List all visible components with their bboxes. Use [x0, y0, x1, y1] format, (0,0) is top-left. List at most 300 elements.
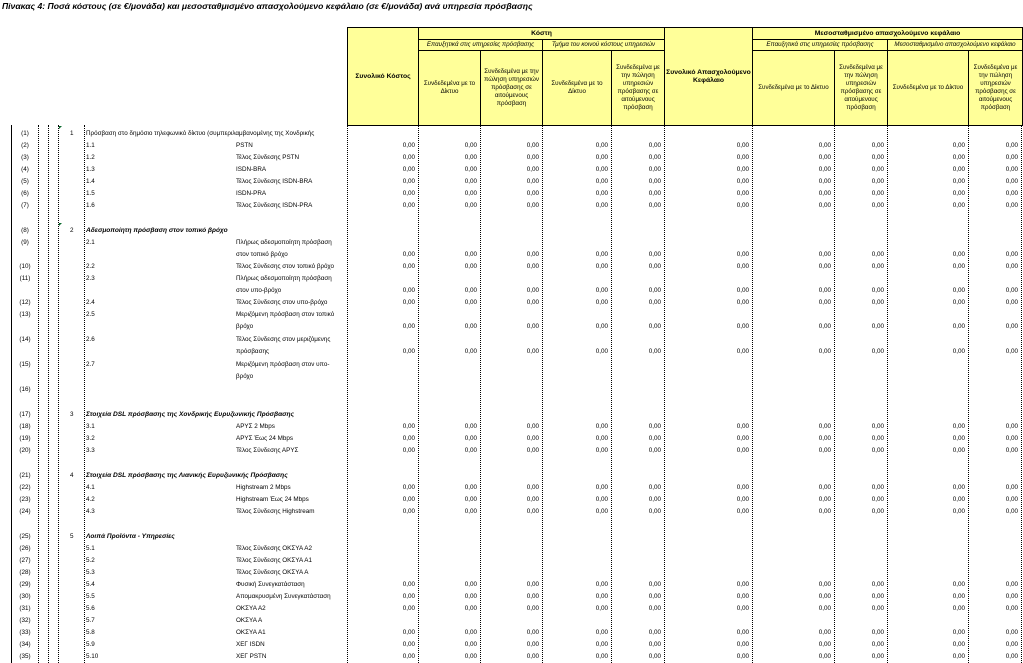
value-cell: 0,00 [402, 496, 415, 503]
value-cell: 0,00 [526, 251, 539, 258]
value-cell: 0,00 [818, 251, 831, 258]
value-cell: 0,00 [402, 202, 415, 209]
value-cell: 0,00 [818, 166, 831, 173]
table-row [0, 344, 1023, 356]
value-cell: 0,00 [402, 484, 415, 491]
value-cell: 0,00 [526, 263, 539, 270]
value-cell: 0,00 [818, 154, 831, 161]
item-name: Μεριζόμενη πρόσβαση στον τοπικό [236, 311, 335, 318]
value-cell: 0,00 [871, 251, 884, 258]
value-cell: 0,00 [526, 154, 539, 161]
value-cell: 0,00 [871, 348, 884, 355]
table-row [0, 186, 1023, 198]
row-number: (19) [19, 435, 31, 442]
value-cell: 0,00 [595, 496, 608, 503]
value-cell: 0,00 [526, 508, 539, 515]
item-code: 5.3 [86, 569, 95, 576]
value-cell: 0,00 [464, 166, 477, 173]
table-row [0, 332, 1023, 344]
value-cell: 0,00 [871, 323, 884, 330]
item-name: Highstream Έως 24 Mbps [236, 496, 309, 503]
value-cell: 0,00 [952, 178, 965, 185]
value-cell: 0,00 [871, 484, 884, 491]
value-cell: 0,00 [464, 142, 477, 149]
value-cell: 0,00 [952, 581, 965, 588]
value-cell: 0,00 [402, 287, 415, 294]
item-code: 5.7 [86, 617, 95, 624]
value-cell: 0,00 [818, 508, 831, 515]
value-cell: 0,00 [1005, 263, 1018, 270]
value-cell: 0,00 [526, 323, 539, 330]
item-name: στον υπο-βρόχο [236, 287, 282, 294]
value-cell: 0,00 [736, 323, 749, 330]
value-cell: 0,00 [464, 178, 477, 185]
value-cell: 0,00 [464, 154, 477, 161]
value-cell: 0,00 [464, 447, 477, 454]
item-name: ΑΡΥΣ 2 Mbps [236, 423, 275, 430]
row-number: (17) [19, 411, 31, 418]
value-cell: 0,00 [952, 190, 965, 197]
value-cell: 0,00 [648, 447, 661, 454]
value-cell: 0,00 [595, 508, 608, 515]
row-number: (11) [19, 275, 31, 282]
item-name: Μεριζόμενη πρόσβαση στον υπο- [236, 361, 330, 368]
value-cell: 0,00 [952, 508, 965, 515]
table-row [0, 150, 1023, 162]
value-cell: 0,00 [871, 287, 884, 294]
item-code: 4.1 [86, 484, 95, 491]
value-cell: 0,00 [1005, 508, 1018, 515]
value-cell: 0,00 [736, 641, 749, 648]
value-cell: 0,00 [1005, 653, 1018, 660]
item-name: ΧΕΓ ISDN [236, 641, 265, 648]
item-name: Τέλος Σύνδεσης PSTN [236, 154, 300, 161]
value-cell: 0,00 [871, 605, 884, 612]
value-cell: 0,00 [526, 435, 539, 442]
value-cell: 0,00 [464, 581, 477, 588]
section-number: 3 [70, 411, 74, 418]
value-cell: 0,00 [648, 190, 661, 197]
value-cell: 0,00 [871, 423, 884, 430]
value-cell: 0,00 [526, 202, 539, 209]
table-row [0, 649, 1023, 661]
value-cell: 0,00 [736, 435, 749, 442]
value-cell: 0,00 [595, 202, 608, 209]
table-row [0, 283, 1023, 295]
item-name: Τέλος Σύνδεσης στον μεριζόμενης [236, 336, 331, 343]
value-cell: 0,00 [736, 154, 749, 161]
header-col-sales3: Συνδεδεμένα με την πώληση υπηρεσιών πρόσβασης σε αιτούμενους πρόσβαση [834, 50, 888, 126]
table-row [0, 637, 1023, 649]
value-cell: 0,00 [402, 629, 415, 636]
value-cell: 0,00 [402, 299, 415, 306]
table-row [0, 565, 1023, 577]
value-cell: 0,00 [871, 299, 884, 306]
item-name: ΑΡΥΣ Έως 24 Mbps [236, 435, 294, 442]
header-col-sales4: Συνδεδεμένα με την πώληση υπηρεσιών πρόσβασης σε αιτούμενους πρόσβαση [968, 50, 1023, 126]
value-cell: 0,00 [648, 484, 661, 491]
value-cell: 0,00 [1005, 190, 1018, 197]
value-cell: 0,00 [736, 251, 749, 258]
table-row [0, 480, 1023, 492]
item-name: Φυσική Συνεγκατάσταση [236, 581, 305, 588]
value-cell: 0,00 [402, 166, 415, 173]
value-cell: 0,00 [871, 508, 884, 515]
item-name: Τέλος Σύνδεσης ΟΚΣΥΑ Α2 [236, 545, 312, 552]
value-cell: 0,00 [1005, 581, 1018, 588]
value-cell: 0,00 [952, 593, 965, 600]
value-cell: 0,00 [952, 154, 965, 161]
item-code: 2.4 [86, 299, 95, 306]
value-cell: 0,00 [1005, 154, 1018, 161]
value-cell: 0,00 [818, 287, 831, 294]
value-cell: 0,00 [526, 629, 539, 636]
item-name: βρόχο [236, 373, 254, 380]
value-cell: 0,00 [952, 348, 965, 355]
item-name: Τέλος Σύνδεσης στον τοπικό βρόχο [236, 263, 335, 270]
value-cell: 0,00 [871, 178, 884, 185]
item-code: 1.2 [86, 154, 95, 161]
item-code: 5.1 [86, 545, 95, 552]
table-row [0, 162, 1023, 174]
value-cell: 0,00 [871, 496, 884, 503]
header-costs-epam: Επαυξητικά στις υπηρεσίες πρόσβασης [418, 39, 543, 51]
value-cell: 0,00 [952, 263, 965, 270]
item-code: 1.1 [86, 142, 95, 149]
header-col-network4: Συνδεδεμένα με το Δίκτυο [887, 50, 969, 126]
item-code: 5.10 [86, 653, 99, 660]
value-cell: 0,00 [648, 202, 661, 209]
value-cell: 0,00 [952, 287, 965, 294]
value-cell: 0,00 [526, 581, 539, 588]
value-cell: 0,00 [648, 593, 661, 600]
value-cell: 0,00 [464, 323, 477, 330]
value-cell: 0,00 [464, 263, 477, 270]
item-name: Τέλος Σύνδεσης ΑΡΥΣ [236, 447, 299, 454]
row-number: (27) [19, 557, 31, 564]
value-cell: 0,00 [595, 581, 608, 588]
item-code: 2.5 [86, 311, 95, 318]
item-code: 1.4 [86, 178, 95, 185]
section-number: 2 [70, 227, 74, 234]
value-cell: 0,00 [526, 190, 539, 197]
section-number: 1 [70, 130, 74, 137]
item-code: 5.6 [86, 605, 95, 612]
table-row [0, 259, 1023, 271]
value-cell: 0,00 [402, 447, 415, 454]
item-name: ISDN-PRA [236, 190, 267, 197]
value-cell: 0,00 [736, 348, 749, 355]
table-row [0, 431, 1023, 443]
row-number: (3) [21, 154, 29, 161]
row-number: (13) [19, 311, 31, 318]
value-cell: 0,00 [595, 484, 608, 491]
value-cell: 0,00 [871, 593, 884, 600]
value-cell: 0,00 [952, 166, 965, 173]
section-label: Πρόσβαση στο δημόσιο τηλεφωνικό δίκτυο (συμπεριλαμβανομένης της Χονδρικής [86, 130, 315, 137]
value-cell: 0,00 [464, 605, 477, 612]
item-name: πρόσβασης [236, 348, 270, 355]
value-cell: 0,00 [648, 629, 661, 636]
value-cell: 0,00 [952, 299, 965, 306]
value-cell: 0,00 [871, 435, 884, 442]
value-cell: 0,00 [595, 653, 608, 660]
value-cell: 0,00 [526, 178, 539, 185]
row-number: (34) [19, 641, 31, 648]
table-row [0, 319, 1023, 331]
value-cell: 0,00 [595, 178, 608, 185]
value-cell: 0,00 [1005, 629, 1018, 636]
table-row [0, 577, 1023, 589]
header-col-sales: Συνδεδεμένα με την πώληση υπηρεσιών πρόσβασης σε αιτούμενους πρόσβαση [480, 50, 543, 126]
value-cell: 0,00 [402, 593, 415, 600]
item-name: ΟΚΣΥΑ Α1 [236, 629, 266, 636]
header-wacc: Μεσοσταθμισμένο απασχολούμενο κεφάλαιο [752, 27, 1023, 40]
value-cell: 0,00 [1005, 178, 1018, 185]
item-name: ISDN-BRA [236, 166, 267, 173]
value-cell: 0,00 [871, 166, 884, 173]
row-number: (24) [19, 508, 31, 515]
row-number: (28) [19, 569, 31, 576]
row-number: (15) [19, 361, 31, 368]
value-cell: 0,00 [818, 653, 831, 660]
item-code: 5.4 [86, 581, 95, 588]
section-number: 5 [70, 533, 74, 540]
table-row [0, 529, 1023, 541]
value-cell: 0,00 [1005, 484, 1018, 491]
value-cell: 0,00 [736, 593, 749, 600]
value-cell: 0,00 [402, 154, 415, 161]
value-cell: 0,00 [648, 166, 661, 173]
value-cell: 0,00 [402, 348, 415, 355]
value-cell: 0,00 [464, 299, 477, 306]
value-cell: 0,00 [648, 142, 661, 149]
value-cell: 0,00 [648, 299, 661, 306]
value-cell: 0,00 [648, 287, 661, 294]
item-code: 2.1 [86, 239, 95, 246]
item-name: ΟΚΣΥΑ Α [236, 617, 263, 624]
value-cell: 0,00 [818, 629, 831, 636]
item-code: 3.2 [86, 435, 95, 442]
item-name: Τέλος Σύνδεσης ISDN-BRA [236, 178, 313, 185]
value-cell: 0,00 [595, 299, 608, 306]
row-number: (5) [21, 178, 29, 185]
value-cell: 0,00 [402, 423, 415, 430]
value-cell: 0,00 [736, 605, 749, 612]
row-number: (26) [19, 545, 31, 552]
value-cell: 0,00 [595, 263, 608, 270]
header-col-network3: Συνδεδεμένα με το Δίκτυο [752, 50, 835, 126]
row-number: (29) [19, 581, 31, 588]
value-cell: 0,00 [1005, 641, 1018, 648]
table-row [0, 443, 1023, 455]
value-cell: 0,00 [464, 593, 477, 600]
item-name: Τέλος Σύνδεσης ΟΚΣΥΑ Α [236, 569, 309, 576]
header-total-cost: Συνολικό Κόστος [347, 27, 419, 126]
value-cell: 0,00 [402, 263, 415, 270]
value-cell: 0,00 [648, 154, 661, 161]
value-cell: 0,00 [402, 435, 415, 442]
item-code: 2.3 [86, 275, 95, 282]
value-cell: 0,00 [736, 496, 749, 503]
value-cell: 0,00 [1005, 435, 1018, 442]
row-number: (21) [19, 472, 31, 479]
value-cell: 0,00 [595, 641, 608, 648]
value-cell: 0,00 [818, 263, 831, 270]
item-name: Τέλος Σύνδεσης Highstream [236, 508, 315, 515]
value-cell: 0,00 [526, 605, 539, 612]
value-cell: 0,00 [736, 423, 749, 430]
value-cell: 0,00 [736, 484, 749, 491]
table-row [0, 295, 1023, 307]
value-cell: 0,00 [736, 653, 749, 660]
table-row [0, 271, 1023, 283]
value-cell: 0,00 [952, 435, 965, 442]
value-cell: 0,00 [736, 202, 749, 209]
value-cell: 0,00 [648, 508, 661, 515]
value-cell: 0,00 [595, 593, 608, 600]
header-wacc-epam: Επαυξητικά στις υπηρεσίες πρόσβασης [752, 39, 888, 51]
value-cell: 0,00 [818, 348, 831, 355]
value-cell: 0,00 [736, 166, 749, 173]
value-cell: 0,00 [648, 178, 661, 185]
table-row [0, 247, 1023, 259]
value-cell: 0,00 [464, 251, 477, 258]
value-cell: 0,00 [402, 190, 415, 197]
item-name: Τέλος Σύνδεσης ISDN-PRA [236, 202, 313, 209]
item-name: Highstream 2 Mbps [236, 484, 291, 491]
value-cell: 0,00 [648, 251, 661, 258]
value-cell: 0,00 [526, 348, 539, 355]
row-number: (22) [19, 484, 31, 491]
value-cell: 0,00 [464, 496, 477, 503]
header-col-network: Συνδεδεμένα με το Δίκτυο [418, 50, 481, 126]
value-cell: 0,00 [818, 484, 831, 491]
value-cell: 0,00 [464, 190, 477, 197]
row-number: (9) [21, 239, 29, 246]
item-code: 2.2 [86, 263, 95, 270]
value-cell: 0,00 [464, 641, 477, 648]
value-cell: 0,00 [402, 605, 415, 612]
row-number: (14) [19, 336, 31, 343]
value-cell: 0,00 [1005, 142, 1018, 149]
value-cell: 0,00 [595, 190, 608, 197]
row-number: (30) [19, 593, 31, 600]
value-cell: 0,00 [818, 641, 831, 648]
value-cell: 0,00 [1005, 423, 1018, 430]
row-number: (4) [21, 166, 29, 173]
value-cell: 0,00 [648, 423, 661, 430]
value-cell: 0,00 [818, 605, 831, 612]
value-cell: 0,00 [526, 496, 539, 503]
row-number: (6) [21, 190, 29, 197]
value-cell: 0,00 [1005, 251, 1018, 258]
value-cell: 0,00 [595, 435, 608, 442]
item-name: PSTN [236, 142, 253, 149]
value-cell: 0,00 [952, 653, 965, 660]
table-row [0, 223, 1023, 235]
item-name: Πλήρως αδεσμοποίητη πρόσβαση [236, 275, 332, 282]
row-number: (23) [19, 496, 31, 503]
item-code: 2.6 [86, 336, 95, 343]
value-cell: 0,00 [952, 251, 965, 258]
value-cell: 0,00 [402, 581, 415, 588]
section-heading: Λοιπά Προϊόντα - Υπηρεσίες [86, 533, 175, 540]
header-costs-common: Τμήμα του κοινού κόστους υπηρεσιών [542, 39, 665, 51]
value-cell: 0,00 [818, 178, 831, 185]
table-row [0, 382, 1023, 394]
item-code: 5.8 [86, 629, 95, 636]
table-row [0, 235, 1023, 247]
value-cell: 0,00 [526, 166, 539, 173]
value-cell: 0,00 [952, 496, 965, 503]
row-number: (35) [19, 653, 31, 660]
item-name: Απομακρυσμένη Συνεγκατάσταση [236, 593, 331, 600]
value-cell: 0,00 [818, 423, 831, 430]
value-cell: 0,00 [871, 154, 884, 161]
table-row [0, 419, 1023, 431]
value-cell: 0,00 [736, 581, 749, 588]
value-cell: 0,00 [1005, 605, 1018, 612]
table-row [0, 369, 1023, 381]
value-cell: 0,00 [526, 299, 539, 306]
value-cell: 0,00 [595, 166, 608, 173]
value-cell: 0,00 [952, 447, 965, 454]
row-number: (10) [19, 263, 31, 270]
value-cell: 0,00 [464, 484, 477, 491]
table-row [0, 625, 1023, 637]
value-cell: 0,00 [952, 605, 965, 612]
value-cell: 0,00 [526, 593, 539, 600]
data-table [0, 126, 1023, 663]
table-row [0, 126, 1023, 138]
value-cell: 0,00 [1005, 348, 1018, 355]
value-cell: 0,00 [595, 629, 608, 636]
value-cell: 0,00 [1005, 287, 1018, 294]
value-cell: 0,00 [402, 641, 415, 648]
value-cell: 0,00 [648, 581, 661, 588]
value-cell: 0,00 [952, 629, 965, 636]
value-cell: 0,00 [526, 447, 539, 454]
value-cell: 0,00 [952, 142, 965, 149]
value-cell: 0,00 [736, 508, 749, 515]
value-cell: 0,00 [648, 605, 661, 612]
value-cell: 0,00 [736, 447, 749, 454]
table-row [0, 357, 1023, 369]
value-cell: 0,00 [402, 178, 415, 185]
item-code: 4.2 [86, 496, 95, 503]
item-code: 2.7 [86, 361, 95, 368]
value-cell: 0,00 [526, 287, 539, 294]
value-cell: 0,00 [595, 605, 608, 612]
table-row [0, 198, 1023, 210]
value-cell: 0,00 [818, 581, 831, 588]
table-title: Πίνακας 4: Ποσά κόστους (σε €/μονάδα) και μεσοσταθμισμένο απασχολούμενο κεφάλαιο (σε €/μονάδα) ανά υπηρεσία πρόσβασης [2, 1, 533, 11]
value-cell: 0,00 [952, 323, 965, 330]
value-cell: 0,00 [595, 287, 608, 294]
value-cell: 0,00 [952, 423, 965, 430]
section-heading: Αδεσμοποίητη πρόσβαση στον τοπικό βρόχο [86, 227, 228, 234]
value-cell: 0,00 [648, 641, 661, 648]
value-cell: 0,00 [871, 263, 884, 270]
item-code: 3.3 [86, 447, 95, 454]
value-cell: 0,00 [648, 323, 661, 330]
row-number: (2) [21, 142, 29, 149]
row-number: (16) [19, 386, 31, 393]
table-row [0, 407, 1023, 419]
value-cell: 0,00 [648, 435, 661, 442]
item-code: 5.9 [86, 641, 95, 648]
